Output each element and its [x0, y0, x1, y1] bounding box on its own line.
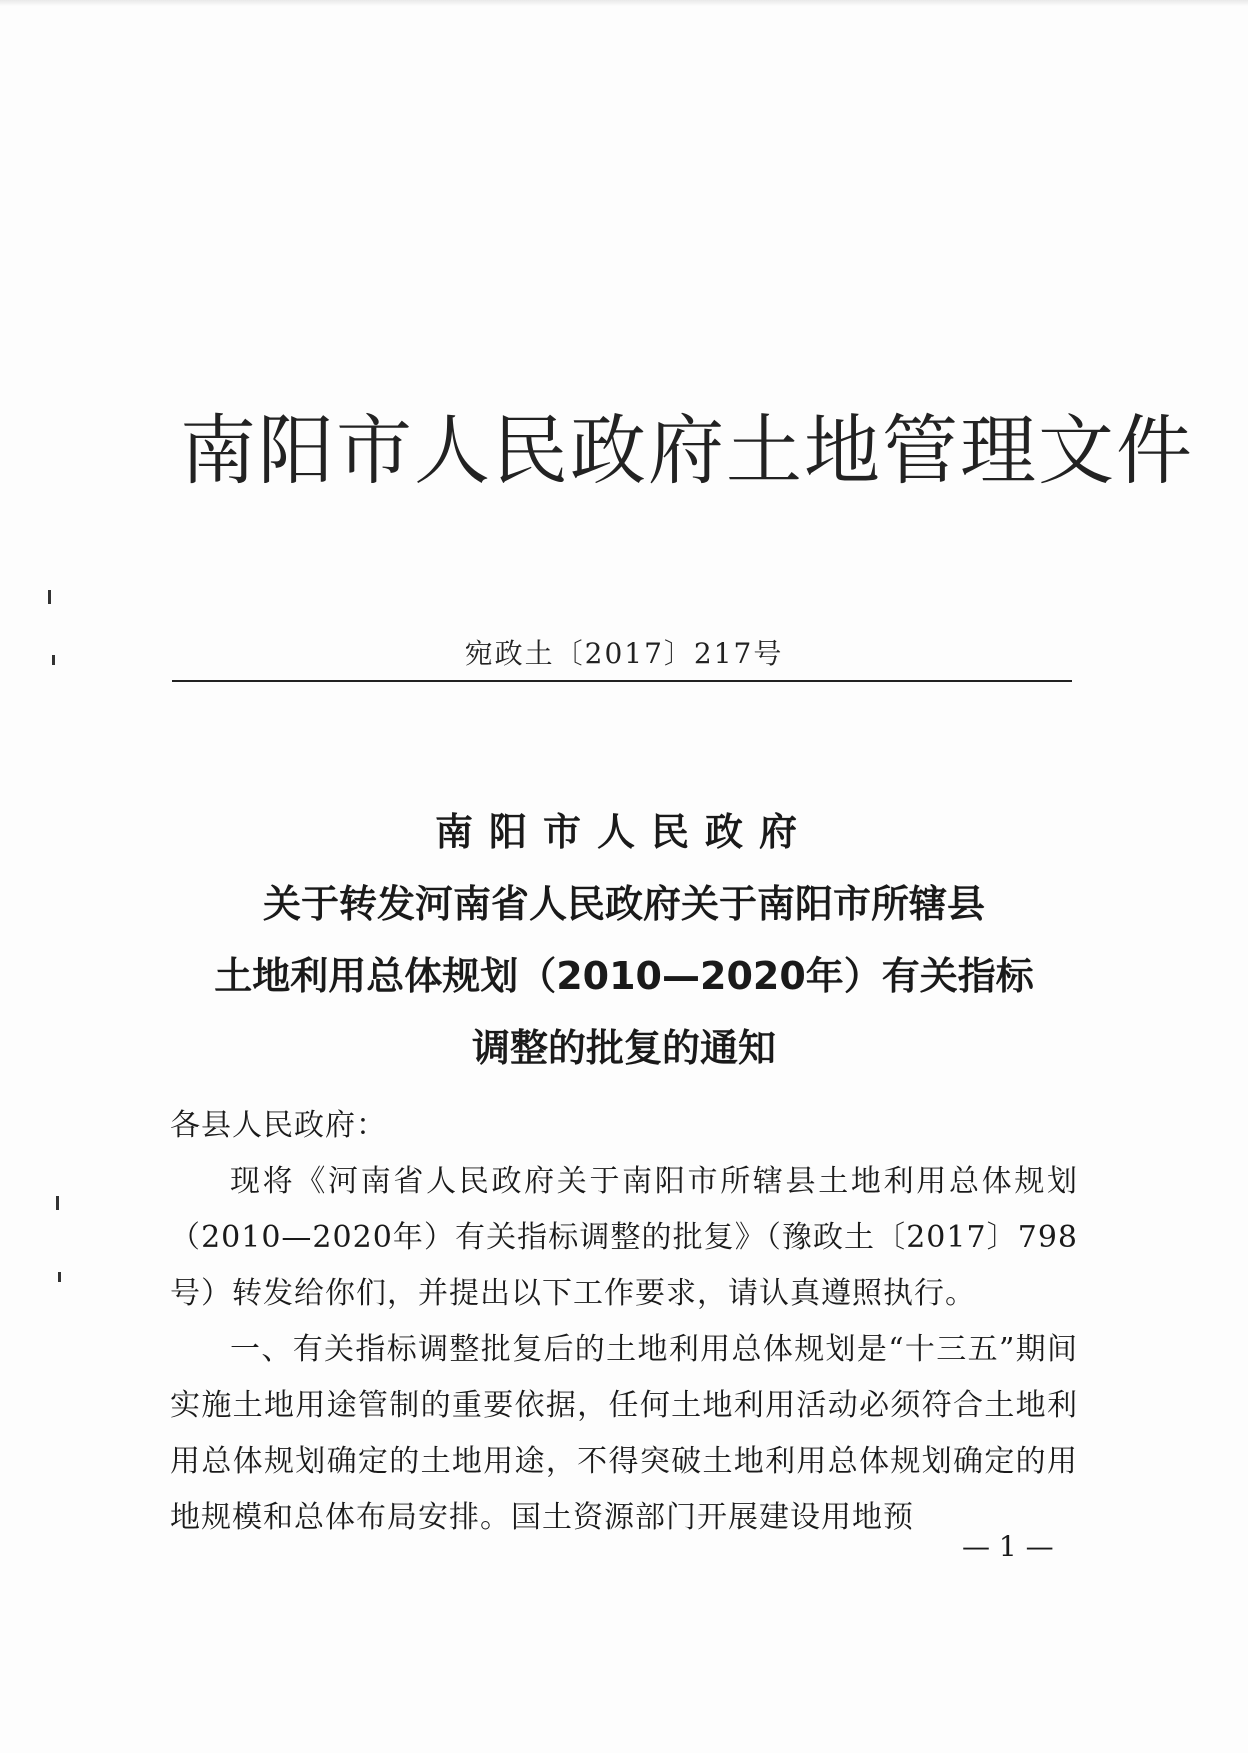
binding-mark	[58, 1272, 61, 1282]
binding-mark	[48, 590, 51, 604]
binding-mark	[56, 1196, 59, 1210]
subject-line: 土地利用总体规划（2010—2020年）有关指标	[214, 954, 1034, 998]
page-number: — 1 —	[962, 1530, 1054, 1563]
subject-line-issuer: 南阳市人民政府	[434, 810, 813, 854]
scan-edge	[0, 0, 1248, 6]
document-body	[170, 1098, 1078, 1546]
document-number: 宛政土〔2017〕217号	[464, 637, 784, 670]
binding-mark	[52, 655, 55, 665]
body-paragraph: 一、有关指标调整批复后的土地利用总体规划是“十三五”期间实施土地用途管制的重要依据，任何土地利用活动必须符合土地利用总体规划确定的土地用途，不得突破土地利用总体规划确定的用地规模和总体布局安排。国土资源部门开展建设用地预	[170, 1332, 1078, 1535]
body-paragraph: 现将《河南省人民政府关于南阳市所辖县土地利用总体规划（2010—2020年）有关指标调整的批复》（豫政土〔2017〕798号）转发给你们，并提出以下工作要求，请认真遵照执行。	[170, 1164, 1078, 1311]
salutation: 各县人民政府：	[170, 1108, 387, 1143]
document-subject	[0, 796, 1248, 1084]
document-header-title: 南阳市人民政府土地管理文件	[180, 406, 1194, 495]
subject-line: 调整的批复的通知	[471, 1026, 776, 1070]
header-divider	[172, 680, 1072, 682]
subject-line: 关于转发河南省人民政府关于南阳市所辖县	[262, 882, 985, 926]
